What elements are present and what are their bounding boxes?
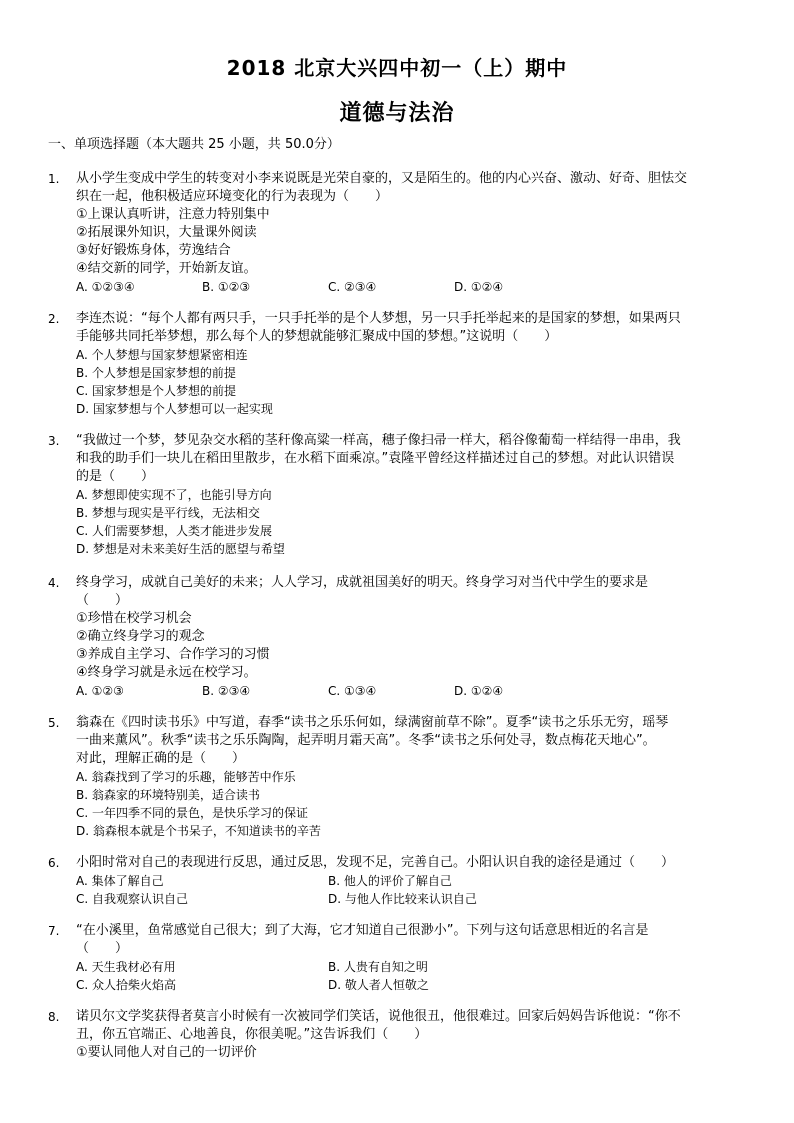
option-d[interactable]: D. 翁森根本就是个书呆子，不知道读书的辛苦 (76, 824, 321, 838)
question-number: 8. (48, 1010, 60, 1024)
question-6 (48, 854, 748, 908)
option-a[interactable]: A. 个人梦想与国家梦想紧密相连 (76, 348, 248, 362)
options-row (76, 890, 748, 908)
question-stem: 终身学习，成就自己美好的未来；人人学习，成就祖国美好的明天。终身学习对当代中学生的要求是 (76, 575, 649, 590)
question-stem: 翁森在《四时读书乐》中写道，春季“读书之乐乐何如，绿满窗前草不除”。夏季“读书之乐乐无穷，瑶琴 (76, 715, 669, 730)
question-stem: 手能够共同托举梦想，那么每个人的梦想就能够汇聚成中国的梦想。”这说明（ ） (76, 329, 558, 344)
statement: ③好好锻炼身体，劳逸结合 (76, 243, 231, 258)
question-stem: 和我的助手们一块儿在稻田里散步，在水稻下面乘凉。”袁隆平曾经这样描述过自己的梦想。对此认识错误 (76, 451, 675, 466)
option-a[interactable]: A. 集体了解自己 (76, 874, 164, 888)
option-b[interactable]: B. 个人梦想是国家梦想的前提 (76, 366, 236, 380)
question-number: 2. (48, 312, 60, 326)
option-b[interactable]: B. ②③④ (202, 684, 251, 698)
option-c[interactable]: C. 众人拾柴火焰高 (76, 978, 177, 992)
question-number: 3. (48, 434, 60, 448)
statement: ③养成自主学习、合作学习的习惯 (76, 647, 270, 662)
option-a[interactable]: A. 翁森找到了学习的乐趣，能够苦中作乐 (76, 770, 296, 784)
exam-subject: 道德与法治 (339, 101, 455, 126)
option-c[interactable]: C. ①③④ (328, 684, 377, 698)
option-b[interactable]: B. 人贵有自知之明 (328, 960, 428, 974)
question-4 (48, 574, 748, 700)
statement: ①珍惜在校学习机会 (76, 611, 192, 626)
option-b[interactable]: B. 梦想与现实是平行线，无法相交 (76, 506, 260, 520)
question-2 (48, 310, 748, 418)
options-row (76, 682, 748, 700)
option-d[interactable]: D. 国家梦想与个人梦想可以一起实现 (76, 402, 273, 416)
question-stem: （ ） (76, 941, 129, 956)
statement: ①要认同他人对自己的一切评价 (76, 1045, 257, 1060)
statement: ②拓展课外知识，大量课外阅读 (76, 225, 257, 240)
statement: ④终身学习就是永远在校学习。 (76, 665, 257, 680)
option-d[interactable]: D. 与他人作比较来认识自己 (328, 892, 477, 906)
option-a[interactable]: A. ①②③ (76, 684, 124, 698)
option-c[interactable]: C. 一年四季不同的景色，是快乐学习的保证 (76, 806, 309, 820)
option-d[interactable]: D. ①②④ (454, 280, 504, 294)
option-c[interactable]: C. 人们需要梦想，人类才能进步发展 (76, 524, 273, 538)
question-stem: 对此，理解正确的是（ ） (76, 751, 246, 766)
question-8 (48, 1008, 748, 1062)
question-stem: 诺贝尔文学奖获得者莫言小时候有一次被同学们笑话，说他很丑，他很难过。回家后妈妈告诉他说：“你不 (76, 1009, 681, 1024)
question-1 (48, 170, 748, 296)
question-stem: “我做过一个梦，梦见杂交水稻的茎秆像高粱一样高，穗子像扫帚一样大，稻谷像葡萄一样结得一串串，我 (76, 433, 681, 448)
question-stem: 织在一起，他积极适应环境变化的行为表现为（ ） (76, 189, 389, 204)
options-row (76, 976, 748, 994)
question-stem: （ ） (76, 593, 129, 608)
question-number: 5. (48, 716, 60, 730)
option-a[interactable]: A. 梦想即使实现不了，也能引导方向 (76, 488, 272, 502)
option-c[interactable]: C. ②③④ (328, 280, 377, 294)
question-stem: 的是（ ） (76, 469, 155, 484)
statement: ②确立终身学习的观念 (76, 629, 205, 644)
option-c[interactable]: C. 国家梦想是个人梦想的前提 (76, 384, 237, 398)
options-row (76, 278, 748, 296)
statement: ①上课认真听讲，注意力特别集中 (76, 207, 270, 222)
option-d[interactable]: D. 敬人者人恒敬之 (328, 978, 429, 992)
question-number: 7. (48, 924, 60, 938)
question-number: 6. (48, 856, 60, 870)
option-a[interactable]: A. ①②③④ (76, 280, 135, 294)
option-b[interactable]: B. 他人的评价了解自己 (328, 874, 452, 888)
option-b[interactable]: B. ①②③ (202, 280, 251, 294)
statement: ④结交新的同学，开始新友谊。 (76, 261, 257, 276)
question-stem: 从小学生变成中学生的转变对小李来说既是光荣自豪的，又是陌生的。他的内心兴奋、激动、好奇、胆怯交 (76, 171, 688, 186)
question-stem: 李连杰说：“每个人都有两只手，一只手托举的是个人梦想，另一只手托举起来的是国家的梦想，如果两只 (76, 311, 681, 326)
options-row (76, 872, 748, 890)
question-stem: 一曲来薰风”。秋季“读书之乐乐陶陶，起弄明月霜天高”。冬季“读书之乐何处寻，数点梅花天地心”。 (76, 733, 656, 748)
question-number: 1. (48, 172, 60, 186)
option-b[interactable]: B. 翁森家的环境特别美，适合读书 (76, 788, 260, 802)
exam-title: 2018 北京大兴四中初一（上）期中 (226, 56, 568, 80)
options-row (76, 958, 748, 976)
question-number: 4. (48, 576, 60, 590)
question-stem: 小阳时常对自己的表现进行反思，通过反思，发现不足，完善自己。小阳认识自我的途径是通过（ ） (76, 855, 675, 870)
question-3 (48, 432, 748, 558)
option-c[interactable]: C. 自我观察认识自己 (76, 892, 189, 906)
question-7 (48, 922, 748, 994)
option-a[interactable]: A. 天生我材必有用 (76, 960, 176, 974)
question-stem: 丑，你五官端正、心地善良，你很美呢。”这告诉我们（ ） (76, 1027, 428, 1042)
question-stem: “在小溪里，鱼常感觉自己很大；到了大海，它才知道自己很渺小”。下列与这句话意思相近的名言是 (76, 923, 649, 938)
option-d[interactable]: D. 梦想是对未来美好生活的愿望与希望 (76, 542, 285, 556)
section-heading: 一、单项选择题（本大题共 25 小题，共 50.0分） (48, 137, 340, 152)
option-d[interactable]: D. ①②④ (454, 684, 504, 698)
question-5 (48, 714, 748, 840)
